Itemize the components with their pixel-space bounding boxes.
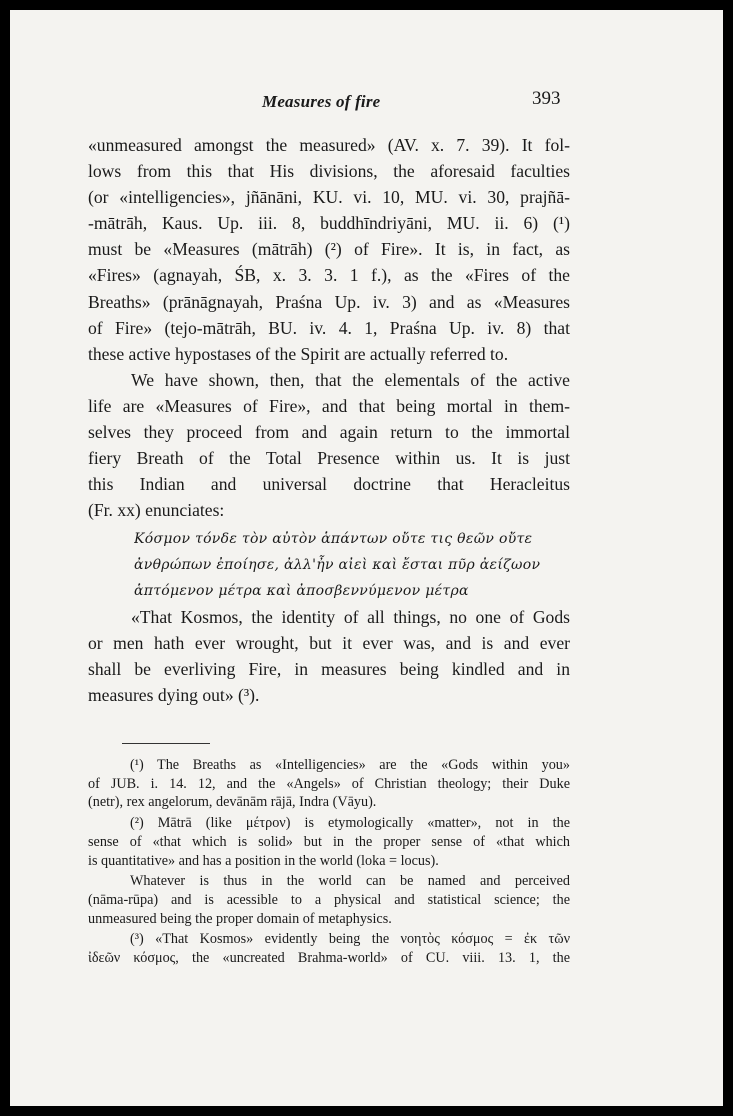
footnote-line: ἰδεῶν κόσμος, the «uncreated Brahma-world» of CU. viii. 13. 1, the [88, 950, 570, 967]
page-header [10, 88, 723, 122]
greek-quotation [134, 526, 570, 604]
footnote-line: (³) «That Kosmos» evidently being the νοητὸς κόσμος = ἐκ τῶν [130, 931, 570, 948]
footnote-line: is quantitative» and has a position in the world (loka = locus). [88, 852, 439, 869]
greek-line: ἀνθρώπων ἐποίησε, ἀλλ'ἦν αἰεὶ καὶ ἔσται πῦρ ἀείζωον [134, 557, 541, 573]
footnote-divider [122, 743, 210, 744]
paragraph-2 [88, 367, 570, 524]
footnotes [88, 756, 570, 970]
main-text [88, 132, 570, 523]
text-line: Breaths» (prānāgnayah, Praśna Up. iv. 3) and as «Measures [88, 291, 570, 312]
footnote-3 [88, 930, 570, 967]
text-line: this Indian and universal doctrine that Heracleitus [88, 474, 570, 495]
text-line: these active hypostases of the Spirit are actually referred to. [88, 343, 509, 364]
text-line: of Fire» (tejo-mātrāh, BU. iv. 4. 1, Praśna Up. iv. 8) that [88, 317, 570, 338]
greek-line: Κόσμον τόνδε τὸν αὐτὸν ἁπάντων οὔτε τις θεῶν οὔτε [134, 531, 533, 547]
running-title: Measures of fire [262, 92, 381, 111]
footnote-line: (netr), rex angelorum, devānām rājā, Indra (Vāyu). [88, 794, 377, 811]
footnote-2 [88, 814, 570, 870]
text-line: fiery Breath of the Total Presence within us. It is just [88, 448, 570, 469]
footnote-line: sense of «that which is solid» but in the proper sense of «that which [88, 833, 570, 850]
page-number: 393 [532, 88, 561, 109]
text-line: «Fires» (agnayah, ŚB, x. 3. 3. 1 f.), as the «Fires of the [88, 265, 570, 286]
text-line: must be «Measures (mātrāh) (²) of Fire». It is, in fact, as [88, 239, 570, 260]
text-line: (or «intelligencies», jñānāni, KU. vi. 10, MU. vi. 30, prajñā- [88, 187, 570, 208]
footnote-line: (¹) The Breaths as «Intelligencies» are the «Gods within you» [130, 757, 570, 773]
text-line: -mātrāh, Kaus. Up. iii. 8, buddhīndriyāni, MU. ii. 6) (¹) [88, 213, 570, 234]
text-line: selves they proceed from and again return to the immortal [88, 422, 570, 443]
text-line: life are «Measures of Fire», and that being mortal in them- [88, 395, 570, 416]
footnote-line: (nāma-rūpa) and is acessible to a physical and statistical science; the [88, 891, 570, 908]
text-line: «That Kosmos, the identity of all things, no one of Gods [131, 607, 570, 627]
text-line: shall be everliving Fire, in measures being kindled and in [88, 659, 570, 680]
footnote-line: Whatever is thus in the world can be named and perceived [130, 873, 570, 890]
text-line: «unmeasured amongst the measured» (AV. x. 7. 39). It fol- [88, 135, 570, 155]
book-page [10, 10, 723, 1106]
paragraph-1 [88, 132, 570, 367]
footnote-line: (²) Mātrā (like μέτρον) is etymologically «matter», not in the [130, 815, 570, 832]
translation-paragraph [88, 604, 570, 708]
text-line: or men hath ever wrought, but it ever was, and is and ever [88, 633, 570, 654]
footnote-2-continued [88, 872, 570, 928]
text-line: lows from this that His divisions, the aforesaid faculties [88, 161, 570, 182]
text-line: We have shown, then, that the elementals of the active [131, 369, 570, 390]
text-line: measures dying out» (³). [88, 685, 260, 706]
text-line: (Fr. xx) enunciates: [88, 500, 225, 521]
footnote-line: unmeasured being the proper domain of metaphysics. [88, 910, 392, 927]
footnote-line: of JUB. i. 14. 12, and the «Angels» of Christian theology; their Duke [88, 775, 570, 792]
footnote-1 [88, 756, 570, 812]
greek-line: ἁπτόμενον μέτρα καὶ ἀποσβεννύμενον μέτρα [134, 583, 469, 599]
